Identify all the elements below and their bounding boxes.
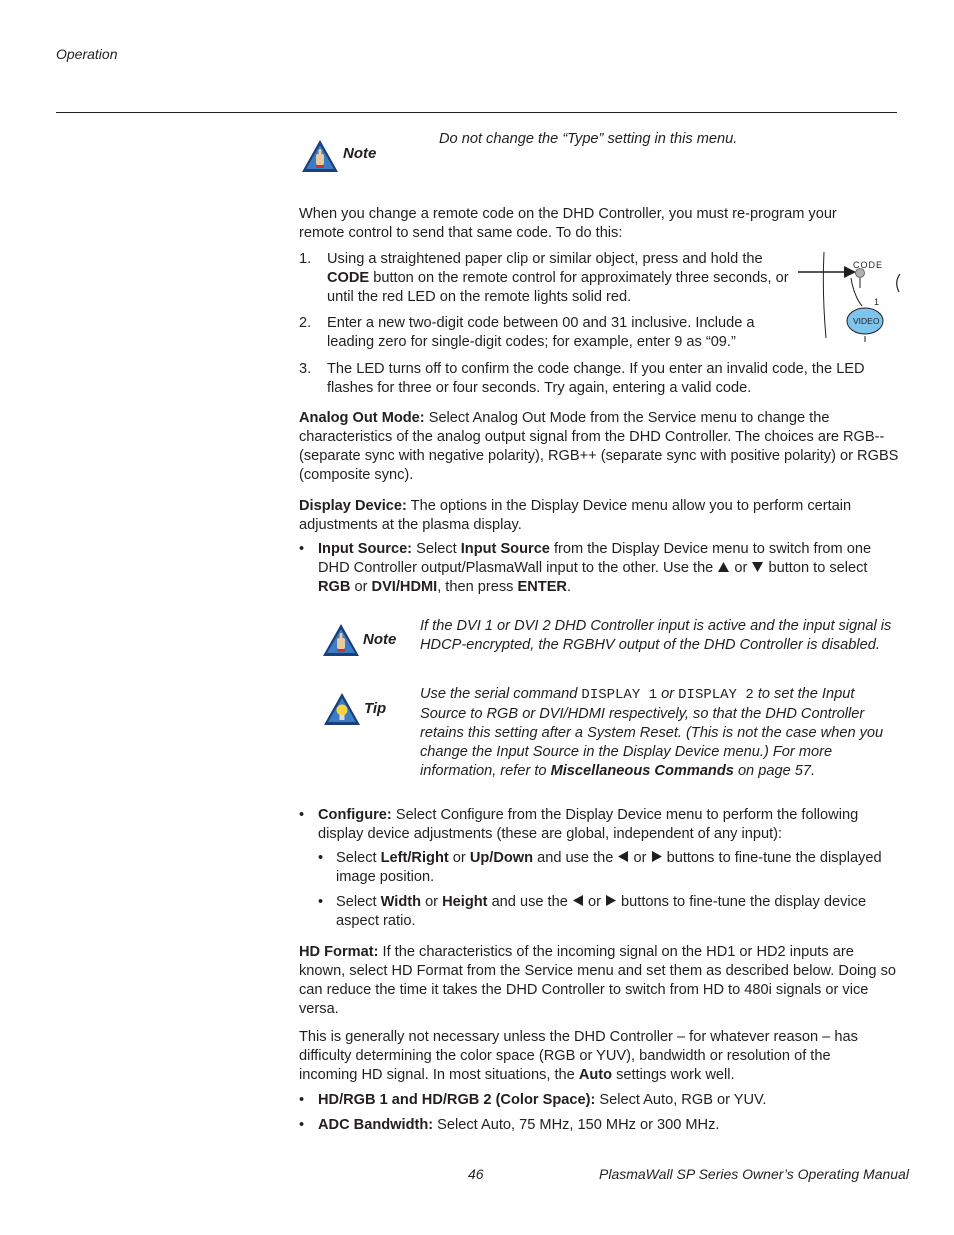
running-header: Operation	[56, 46, 118, 62]
general-paragraph: This is generally not necessary unless the DHD Controller – for whatever reason – has difficulty determining the color space (RGB or YUV), bandwidth or resolution of the incoming HD signal. In most situations, the Auto settings work well.	[299, 1029, 858, 1083]
page-number: 46	[468, 1166, 484, 1182]
step-text: The LED turns off to confirm the code change. If you enter an invalid code, the LED flashes for three or four seconds. Try again, entering a valid code.	[327, 361, 865, 396]
left-arrow-icon	[572, 894, 584, 907]
one-label: 1	[874, 297, 880, 307]
right-arrow-icon	[651, 850, 663, 863]
step-number: 2.	[299, 315, 312, 331]
intro-paragraph: When you change a remote code on the DHD Controller, you must re-program your remote control to send that same code. To do this:	[299, 206, 837, 241]
note-icon	[321, 622, 361, 658]
bullet-marker: •	[299, 1117, 305, 1133]
down-arrow-icon	[751, 561, 764, 573]
configure-subitem: Select Width or Height and use the or buttons to fine-tune the display device aspect ratio.	[336, 894, 867, 929]
note-label: Note	[343, 145, 377, 162]
sub-bullet-marker: •	[318, 894, 324, 910]
step-text: Using a straightened paper clip or similar object, press and hold the CODE button on the remote control for approximately three seconds, or until the red LED on the remote lights solid red.	[327, 251, 789, 305]
header-rule	[56, 112, 897, 113]
tip-icon	[322, 691, 362, 727]
input-source-item: Input Source: Select Input Source from the Display Device menu to switch from one DHD Controller output/PlasmaWall input to the other. Use the or button to select RGB or DVI/HDMI, then press ENTER.	[318, 541, 872, 595]
footer-title: PlasmaWall SP Series Owner’s Operating Manual	[599, 1166, 909, 1182]
display-device-paragraph: Display Device: The options in the Display Device menu allow you to perform certain adjustments at the plasma display.	[299, 498, 852, 533]
hd-format-paragraph: HD Format: If the characteristics of the incoming signal on the HD1 or HD2 inputs are known, select HD Format from the Service menu and set them as described below. Doing so can reduce the time it takes the DHD Controller to switch from HD to 480i signals or vice versa.	[299, 944, 896, 1017]
step-text: Enter a new two-digit code between 00 and 31 inclusive. Include a leading zero for single-digit codes; for example, enter 9 as “09.”	[327, 315, 755, 350]
bullet-marker: •	[299, 807, 305, 823]
sub-bullet-marker: •	[318, 850, 324, 866]
note-text: Do not change the “Type” setting in this menu.	[439, 131, 738, 147]
tip-text: Use the serial command DISPLAY 1 or DISPLAY 2 to set the Input Source to RGB or DVI/HDMI respectively, so that the DHD Controller retains this setting after a System Reset. (This is not the case when you change the Input Source in the Display Device menu.) For more information, refer to Miscellaneous Commands on page 57.	[420, 686, 884, 779]
right-arrow-icon	[605, 894, 617, 907]
bullet-marker: •	[299, 541, 305, 557]
tip-label: Tip	[364, 700, 387, 717]
analog-out-paragraph: Analog Out Mode: Select Analog Out Mode from the Service menu to change the characteristics of the analog output signal from the DHD Controller. The choices are RGB-- (separate sync with negative polarity), RGB++ (separate sync with positive polarity) or RGBS (composite sync).	[299, 410, 899, 483]
up-arrow-icon	[717, 561, 730, 573]
code-label: CODE	[853, 260, 884, 270]
configure-item: Configure: Select Configure from the Display Device menu to perform the following display device adjustments (these are global, independent of any input):	[318, 807, 859, 842]
left-arrow-icon	[617, 850, 629, 863]
note-icon	[300, 138, 340, 174]
video-label: VIDEO	[853, 316, 880, 326]
note-text: If the DVI 1 or DVI 2 DHD Controller input is active and the input signal is HDCP-encrypted, the RGBHV output of the DHD Controller is disabled.	[420, 618, 892, 653]
bullet-marker: •	[299, 1092, 305, 1108]
step-number: 3.	[299, 361, 312, 377]
note-label: Note	[363, 631, 397, 648]
step-number: 1.	[299, 251, 312, 267]
hd-item: HD/RGB 1 and HD/RGB 2 (Color Space): Select Auto, RGB or YUV.	[318, 1092, 767, 1108]
configure-subitem: Select Left/Right or Up/Down and use the or buttons to fine-tune the displayed image position.	[336, 850, 882, 885]
remote-figure	[796, 248, 902, 344]
hd-item: ADC Bandwidth: Select Auto, 75 MHz, 150 MHz or 300 MHz.	[318, 1117, 720, 1133]
